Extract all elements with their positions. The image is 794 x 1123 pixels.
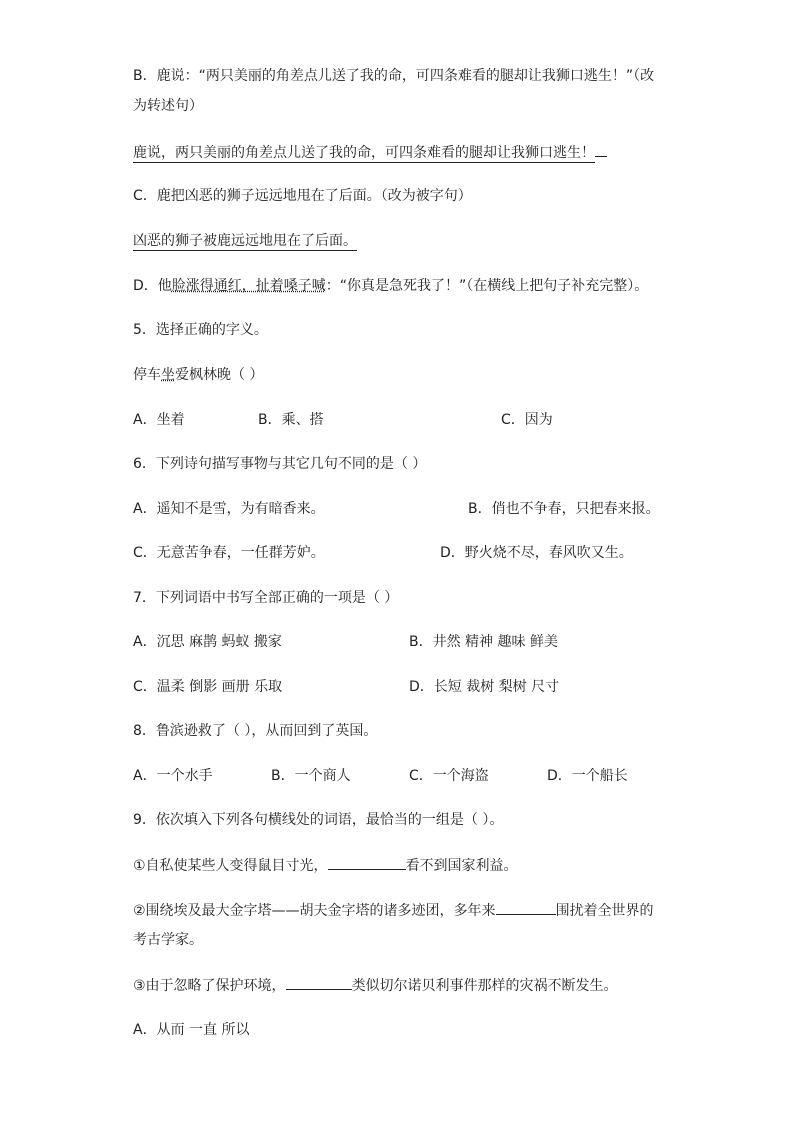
- q8-option-c: C．一个海盗: [409, 768, 489, 784]
- q7-stem: 7．下列词语中书写全部正确的一项是（ ）: [133, 590, 399, 606]
- q4-b-line2: 为转述句）: [133, 98, 203, 114]
- q5-prompt: [133, 365, 263, 385]
- q9-s2-b: 围扰着全世界的: [555, 903, 654, 919]
- q7-option-d: D．长短 裁树 梨树 尺寸: [409, 679, 560, 695]
- q6-option-d: D．野火烧不尽，春风吹又生。: [440, 545, 633, 561]
- q9-sentence-2-line2: 考古学家。: [133, 932, 203, 948]
- q8-options: [133, 766, 693, 786]
- q5-options: [133, 410, 693, 430]
- q4-b-answer: [133, 142, 607, 163]
- q8-option-d: D．一个船长: [547, 768, 628, 784]
- q4-c-line: C．鹿把凶恶的狮子远远地甩在了后面。（改为被字句）: [133, 188, 472, 204]
- q7-option-c: C．温柔 倒影 画册 乐取: [133, 679, 283, 695]
- q4-b-line1: B．鹿说：“两只美丽的角差点儿送了我的命，可四条难看的腿却让我狮口逃生！”（改: [133, 68, 655, 84]
- q8-option-a: A．一个水手: [133, 768, 213, 784]
- q6-stem: 6．下列诗句描写事物与其它几句不同的是（ ）: [133, 456, 427, 472]
- q8-option-b: B．一个商人: [271, 768, 351, 784]
- q5-option-c: C．因为: [501, 412, 553, 428]
- q4-c-answer: [133, 231, 357, 251]
- q8-stem: 8．鲁滨逊救了（ ），从而回到了英国。: [133, 723, 378, 739]
- q7-option-b: B．井然 精神 趣味 鲜美: [409, 634, 558, 650]
- q9-option-a: A．从而 一直 所以: [133, 1022, 250, 1038]
- q4-d-suffix: ：“你真是急死我了！”（在横线上把句子补充完整）。: [325, 278, 649, 294]
- q6-option-b: B．俏也不争春，只把春来报。: [468, 501, 660, 517]
- q4-d-prefix: D．他: [133, 278, 172, 294]
- q4-c-answer-text: 凶恶的狮子被鹿远远地甩在了后面。: [133, 233, 357, 249]
- q5-option-a: A．坐着: [133, 412, 185, 428]
- q5-option-b: B．乘、搭: [258, 412, 324, 428]
- q6-options-row2: [133, 543, 693, 563]
- q9-s3-b: 类似切尔诺贝利事件那样的灾祸不断发生。: [351, 978, 618, 994]
- q4-b-answer-text: 鹿说，两只美丽的角差点儿送了我的命，可四条难看的腿却让我狮口逃生！: [133, 145, 595, 161]
- q9-stem: 9．依次填入下列各句横线处的词语，最恰当的一组是（ ）。: [133, 812, 504, 828]
- q7-options-row1: [133, 632, 693, 652]
- q9-s3-a: ③由于忽略了保护环境，: [133, 978, 286, 994]
- q6-option-a: A．遥知不是雪，为有暗香来。: [133, 501, 325, 517]
- q5-prompt-b: 爱枫林晚（ ）: [175, 367, 264, 383]
- q9-s1-b: 看不到国家利益。: [405, 858, 518, 874]
- q9-s1-a: ①自私使某些人变得鼠目寸光，: [133, 858, 328, 874]
- q4-d-dotted: 脸涨得通红，扯着嗓子喊: [171, 278, 326, 294]
- q4-b-answer-tail: [595, 142, 607, 157]
- q5-stem: 5．选择正确的字义。: [133, 322, 268, 338]
- q9-s1-blank: [328, 855, 406, 870]
- q7-option-a: A．沉思 麻鹊 蚂蚁 搬家: [133, 634, 282, 650]
- q9-s3-blank: [286, 975, 352, 990]
- q5-prompt-char: 坐: [161, 367, 175, 383]
- q9-sentence-3: [133, 975, 618, 996]
- q6-options-row1: [133, 499, 693, 519]
- q9-s2-a: ②围绕埃及最大金字塔——胡夫金字塔的诸多迹团，多年来: [133, 903, 496, 919]
- q9-s2-blank: [496, 900, 556, 915]
- q9-sentence-2: [133, 900, 654, 921]
- q4-d-line: [133, 276, 648, 296]
- q5-prompt-a: 停车: [133, 367, 161, 383]
- q6-option-c: C．无意苦争春，一任群芳妒。: [133, 545, 325, 561]
- q7-options-row2: [133, 677, 693, 697]
- q9-sentence-1: [133, 855, 518, 876]
